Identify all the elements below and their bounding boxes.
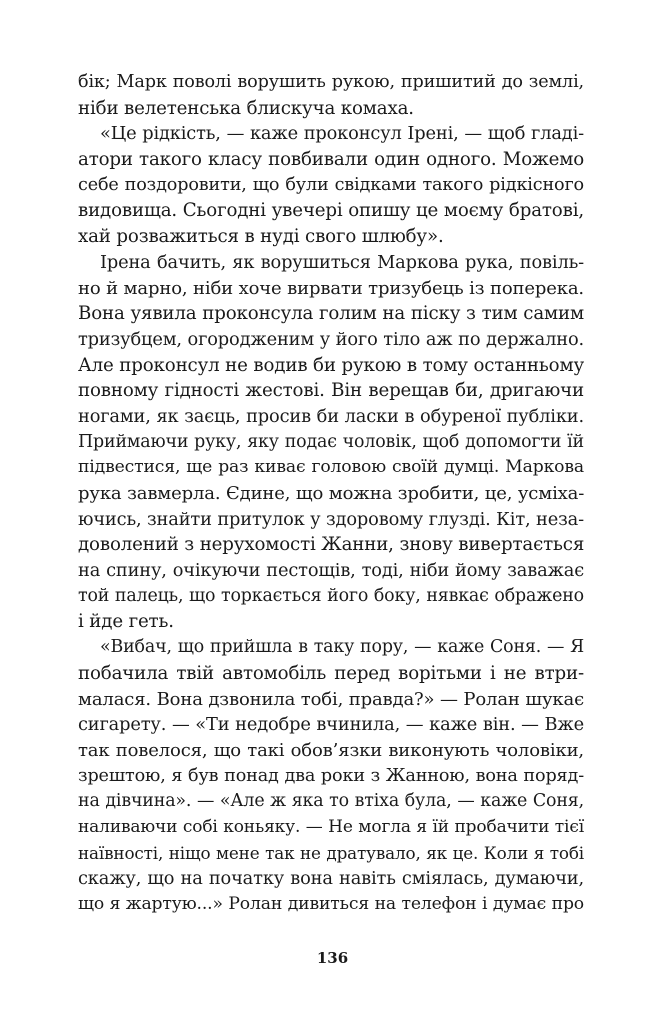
text-line: що я жартую...» Ролан дивиться на телефон і думає про bbox=[78, 894, 584, 914]
text-line: скажу, що на початку вона навіть сміялась, думаючи, bbox=[78, 868, 584, 890]
text-line: ногами, як заєць, просив би ласки в обуреної публіки. bbox=[78, 405, 584, 427]
text-line: ючись, знайти притулок у здоровому глузді. Кіт, неза- bbox=[78, 508, 584, 530]
text-line: зрештою, я був понад два роки з Жанною, вона поряд- bbox=[78, 765, 584, 786]
text-line: тризубцем, огородженим у його тіло аж по держално. bbox=[78, 328, 584, 350]
text-line: Ірена бачить, як ворушиться Маркова рука, повіль- bbox=[100, 251, 584, 273]
text-line: бік; Марк поволі ворушить рукою, пришитий до землі, bbox=[78, 72, 584, 92]
text-line: і йде геть. bbox=[78, 611, 174, 633]
text-line: доволений з нерухомості Жанни, знову вивертається bbox=[78, 534, 585, 556]
text-line: підвестися, ще раз киває головою своїй думці. Маркова bbox=[78, 457, 584, 478]
text-line: атори такого класу повбивали один одного. Можемо bbox=[78, 149, 584, 171]
text-line: Приймаючи руку, яку подає чоловік, щоб допомогти їй bbox=[78, 431, 584, 452]
text-line: на спину, очікуючи пестощів, тоді, ніби йому заважає bbox=[78, 560, 584, 582]
text-line: ніби велетенська блискуча комаха. bbox=[78, 97, 414, 119]
text-line: «Вибач, що прийшла в таку пору, — каже Соня. — Я bbox=[100, 637, 584, 658]
text-line: хай розважиться в нуді свого шлюбу». bbox=[78, 226, 444, 248]
text-line: на дівчина». — «Але ж яка то втіха була, — каже Соня, bbox=[78, 791, 584, 812]
text-line: наївності, ніщо мене так не дратувало, як це. Коли я тобі bbox=[78, 842, 584, 863]
page-number: 136 bbox=[316, 949, 349, 967]
text-line: той палець, що торкається його боку, нявкає ображено bbox=[78, 585, 584, 606]
text-line: рука завмерла. Єдине, що можна зробити, це, усміха- bbox=[78, 483, 585, 504]
text-line: «Це рідкість, — каже проконсул Ірені, — щоб гладі- bbox=[100, 123, 584, 145]
text-line: себе поздоровити, що були свідками такого рідкісного bbox=[78, 174, 584, 195]
text-line: побачила твій автомобіль перед ворітьми і не втри- bbox=[78, 662, 584, 684]
text-line: наливаючи собі коньяку. — Не могла я їй пробачити тієї bbox=[78, 816, 584, 837]
text-line: повному гідності жестові. Він верещав би, дригаючи bbox=[78, 380, 584, 402]
text-line: так повелося, що такі обов’язки виконують чоловіки, bbox=[78, 739, 584, 761]
text-line: но й марно, ніби хоче вирвати тризубець із поперека. bbox=[78, 277, 584, 299]
text-line: Але проконсул не водив би рукою в тому останньому bbox=[78, 354, 584, 376]
text-line: видовища. Сьогодні увечері опишу це моєму братові, bbox=[78, 200, 584, 222]
text-line: малася. Вона дзвонила тобі, правда?» — Ролан шукає bbox=[78, 688, 584, 710]
text-line: сигарету. — «Ти недобре вчинила, — каже він. — Вже bbox=[78, 714, 584, 736]
body-text bbox=[78, 70, 584, 918]
text-line: Вона уявила проконсула голим на піску з тим самим bbox=[78, 303, 584, 325]
